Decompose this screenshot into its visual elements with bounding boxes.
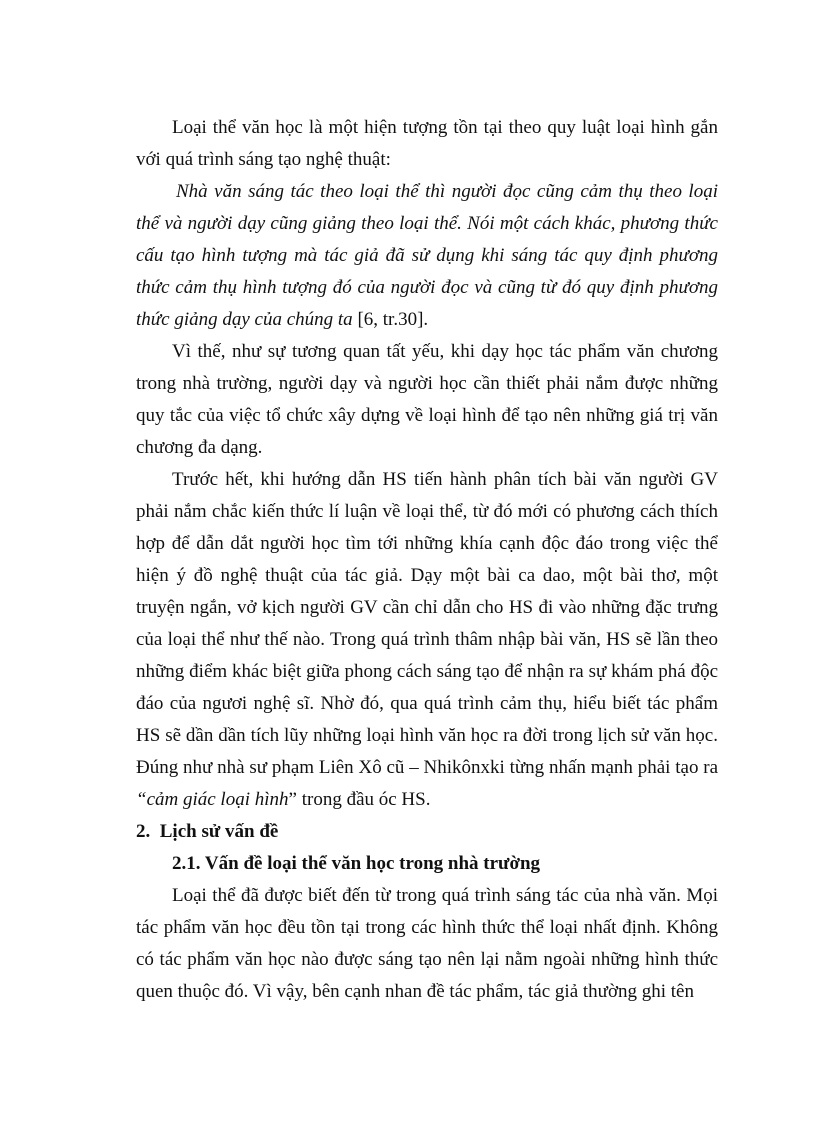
section-number: 2. (136, 821, 151, 842)
paragraph-intro-text: Loại thể văn học là một hiện tượng tồn tại theo quy luật loại hình gắn với quá trình sáng tạo nghệ thuật: (136, 117, 718, 170)
quote-citation: [6, tr.30]. (352, 309, 429, 330)
quote-text: Nhà văn sáng tác theo loại thể thì người đọc cũng cảm thụ theo loại thể và người dạy cũng giảng theo loại thể. Nói một cách khác, phương thức cấu tạo hình tượng mà tác giả đã sử dụng khi sáng tác quy định phương thức cảm thụ hình tượng đó của người đọc và cũng từ đó quy định phương thức giảng dạy của chúng ta (136, 181, 718, 330)
paragraph-history-text: Loại thể đã được biết đến từ trong quá trình sáng tác của nhà văn. Mọi tác phẩm văn học đều tồn tại trong các hình thức thể loại nhất định. Không có tác phẩm văn học nào được sáng tạo nên lại nằm ngoài những hình thức quen thuộc đó. Vì vậy, bên cạnh nhan đề tác phẩm, tác giả thường ghi tên (136, 885, 718, 1002)
paragraph-transition (136, 336, 718, 464)
paragraph-instruction-emphasis: “cảm giác loại hình (136, 789, 289, 810)
subsection-heading (136, 848, 718, 880)
subsection-title: Vấn đề loại thể văn học trong nhà trường (204, 853, 541, 874)
paragraph-instruction (136, 464, 718, 816)
section-heading (136, 816, 718, 848)
paragraph-intro (136, 112, 718, 176)
paragraph-instruction-text: Trước hết, khi hướng dẫn HS tiến hành phân tích bài văn người GV phải nắm chắc kiến thức lí luận về loại thể, từ đó mới có phương cách thích hợp để dẫn dắt người học tìm tới những khía cạnh độc đáo trong việc thể hiện ý đồ nghệ thuật của tác giả. Dạy một bài ca dao, một bài thơ, một truyện ngắn, vở kịch người GV cần chỉ dẫn cho HS đi vào những đặc trưng của loại thể như thế nào. Trong quá trình thâm nhập bài văn, HS sẽ lần theo những điểm khác biệt giữa phong cách sáng tạo để nhận ra sự khám phá độc đáo của ngươi nghệ sĩ. Nhờ đó, qua quá trình cảm thụ, hiểu biết tác phẩm HS sẽ dần dần tích lũy những loại hình văn học ra đời trong lịch sử văn học. Đúng như nhà sư phạm Liên Xô cũ – Nhikônxki từng nhấn mạnh phải tạo ra (136, 469, 718, 778)
document-body (136, 112, 718, 1008)
quoted-passage (136, 176, 718, 336)
paragraph-history (136, 880, 718, 1008)
section-title: Lịch sử vấn đề (159, 821, 279, 842)
paragraph-transition-text: Vì thế, như sự tương quan tất yếu, khi dạy học tác phẩm văn chương trong nhà trường, người dạy và người học cần thiết phải nắm được những quy tắc của việc tổ chức xây dựng về loại hình để tạo nên những giá trị văn chương đa dạng. (136, 341, 718, 458)
paragraph-instruction-end: ” trong đầu óc HS. (288, 789, 431, 810)
subsection-number: 2.1. (172, 853, 201, 874)
